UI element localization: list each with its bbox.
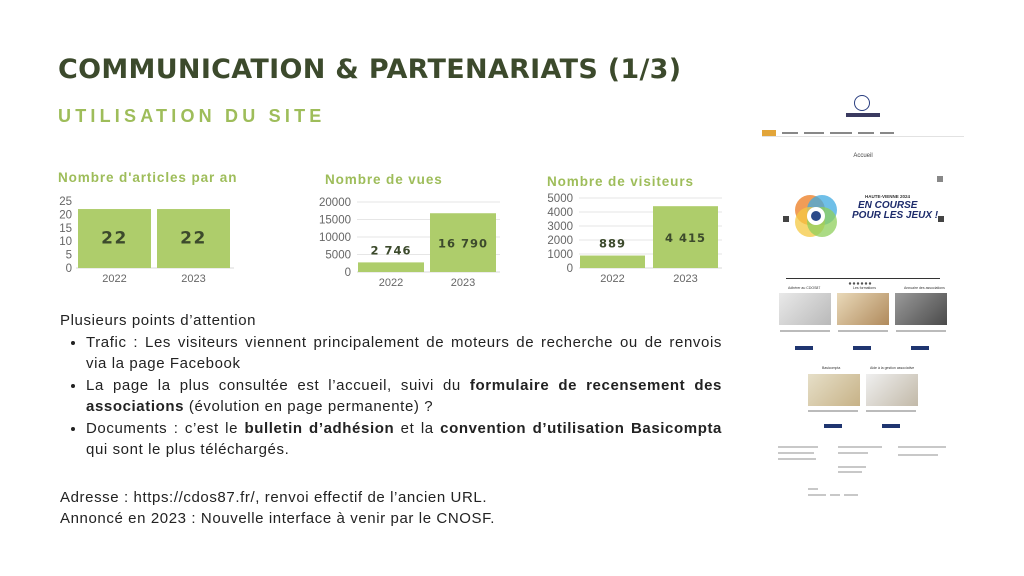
card-text bbox=[866, 410, 916, 412]
olympic-rings-icon bbox=[792, 192, 840, 240]
banner-line: POUR LES JEUX ! bbox=[852, 210, 939, 221]
card-button[interactable] bbox=[853, 346, 871, 350]
data-label: 2 746 bbox=[370, 243, 412, 258]
chart-title: Nombre d'articles par an bbox=[58, 170, 238, 185]
card-text bbox=[838, 330, 888, 332]
social-link[interactable] bbox=[808, 494, 826, 496]
y-tick-label: 0 bbox=[65, 263, 72, 275]
card-text bbox=[780, 330, 830, 332]
data-label: 16 790 bbox=[437, 236, 489, 251]
bullet-pages bbox=[86, 375, 722, 418]
y-tick-label: 3000 bbox=[547, 221, 573, 233]
card-button[interactable] bbox=[882, 424, 900, 428]
bullet-documents bbox=[86, 418, 722, 461]
nav-item bbox=[804, 132, 824, 134]
card-text bbox=[896, 330, 946, 332]
site-footer-text bbox=[838, 446, 882, 448]
site-footer-text bbox=[778, 452, 814, 454]
page-subtitle: UTILISATION DU SITE bbox=[58, 106, 326, 126]
y-tick-label: 10 bbox=[59, 236, 72, 249]
card-image bbox=[866, 374, 918, 406]
card-title: Basicompta bbox=[822, 366, 841, 370]
chart-vues bbox=[312, 168, 512, 288]
website-screenshot bbox=[758, 90, 968, 510]
x-tick-label: 2022 bbox=[102, 273, 127, 285]
data-label: 4 415 bbox=[664, 231, 707, 246]
social-link[interactable] bbox=[830, 494, 840, 496]
banner-kicker: HAUTE-VIENNE 2024 bbox=[865, 194, 911, 199]
x-tick-label: 2023 bbox=[450, 277, 476, 289]
nav-item bbox=[880, 132, 894, 134]
y-tick-label: 2000 bbox=[547, 235, 573, 247]
bullet-traffic bbox=[86, 332, 722, 375]
bar bbox=[358, 262, 424, 272]
card-title: Aide à la gestion associative bbox=[870, 366, 915, 370]
footer-address: Adresse : https://cdos87.fr/, renvoi effectif de l’ancien URL. bbox=[60, 489, 488, 506]
banner-line: EN COURSE bbox=[858, 200, 918, 211]
x-tick-label: 2023 bbox=[181, 273, 206, 285]
site-page-heading: Accueil bbox=[853, 153, 873, 159]
page-title: COMMUNICATION & PARTENARIATS (1/3) bbox=[58, 54, 682, 85]
y-tick-label: 0 bbox=[566, 263, 573, 275]
chart-title: Nombre de visiteurs bbox=[547, 174, 694, 189]
card-button[interactable] bbox=[911, 346, 929, 350]
y-tick-label: 4000 bbox=[547, 207, 573, 219]
site-navbar bbox=[762, 130, 964, 137]
card-image bbox=[895, 293, 947, 325]
attention-intro: Plusieurs points d’attention bbox=[60, 312, 257, 329]
data-label: 22 bbox=[180, 228, 207, 249]
card-button[interactable] bbox=[824, 424, 842, 428]
chart-visiteurs bbox=[536, 168, 736, 288]
bullet-text: qui sont le plus téléchargés. bbox=[86, 441, 290, 458]
y-tick-label: 15000 bbox=[319, 214, 351, 227]
bullet-text: (évolution en page permanente) ? bbox=[184, 398, 434, 415]
bullet-emphasis: convention d’utilisation Basicompta bbox=[440, 419, 723, 437]
bullet-emphasis: formulaire de recensement des associations bbox=[86, 376, 722, 415]
site-footer-text bbox=[898, 446, 946, 448]
y-tick-label: 15 bbox=[59, 222, 72, 235]
y-tick-label: 20 bbox=[59, 209, 72, 222]
attention-list bbox=[60, 332, 722, 461]
bullet-text: Trafic : Les visiteurs viennent principalement de moteurs de recherche ou de renvois via la page Facebook bbox=[86, 333, 722, 372]
card-title: Adhérer au CDOS87 bbox=[788, 286, 821, 290]
x-tick-label: 2023 bbox=[673, 273, 698, 285]
site-footer-text bbox=[838, 471, 862, 473]
bullet-emphasis: bulletin d’adhésion bbox=[244, 419, 395, 437]
bullet-text: La page la plus consultée est l’accueil, suivi du bbox=[86, 376, 470, 394]
card-button[interactable] bbox=[795, 346, 813, 350]
card-image bbox=[808, 374, 860, 406]
banner-headline bbox=[852, 201, 938, 221]
site-logo-text bbox=[846, 113, 880, 117]
site-footer-text bbox=[778, 458, 816, 460]
carousel-dots[interactable] bbox=[848, 272, 878, 275]
divider bbox=[786, 278, 940, 279]
chart-articles bbox=[40, 168, 280, 288]
chart-visiteurs-svg bbox=[536, 168, 736, 288]
bullet-text: Documents : c’est le bbox=[86, 419, 245, 437]
site-footer-text bbox=[778, 446, 818, 448]
site-banner bbox=[782, 188, 946, 250]
card-image bbox=[779, 293, 831, 325]
attention-points bbox=[60, 310, 722, 461]
nav-item bbox=[858, 132, 874, 134]
y-tick-label: 1000 bbox=[547, 249, 573, 261]
site-footer-text bbox=[838, 452, 868, 454]
footer-announcement: Annoncé en 2023 : Nouvelle interface à venir par le CNOSF. bbox=[60, 510, 496, 527]
bullet-text: et la bbox=[394, 419, 441, 437]
chart-vues-svg bbox=[312, 168, 512, 288]
chevron-right-icon[interactable] bbox=[938, 216, 944, 222]
chart-title: Nombre de vues bbox=[325, 172, 443, 187]
nav-item bbox=[830, 132, 852, 134]
site-footer-text bbox=[838, 466, 866, 468]
y-tick-label: 0 bbox=[344, 267, 351, 279]
y-tick-label: 5000 bbox=[547, 193, 573, 205]
y-tick-label: 5000 bbox=[325, 249, 351, 262]
card-image bbox=[837, 293, 889, 325]
social-link[interactable] bbox=[844, 494, 858, 496]
bar bbox=[580, 256, 645, 268]
site-footer-text bbox=[808, 488, 818, 490]
x-tick-label: 2022 bbox=[600, 273, 625, 285]
footer-notes bbox=[60, 487, 495, 529]
y-tick-label: 20000 bbox=[319, 197, 351, 209]
nav-item-active bbox=[762, 130, 776, 136]
nav-item bbox=[782, 132, 798, 134]
card-text bbox=[808, 410, 858, 412]
card-title: Les formations bbox=[853, 286, 876, 290]
y-tick-label: 10000 bbox=[319, 232, 351, 244]
y-tick-label: 5 bbox=[65, 249, 72, 262]
data-label: 889 bbox=[598, 236, 627, 251]
y-tick-label: 25 bbox=[59, 196, 72, 208]
site-logo-icon bbox=[854, 95, 870, 111]
data-label: 22 bbox=[101, 228, 128, 249]
card-title: Annuaire des associations bbox=[904, 286, 945, 290]
chevron-left-icon[interactable] bbox=[783, 216, 789, 222]
x-tick-label: 2022 bbox=[378, 277, 404, 289]
chart-articles-svg bbox=[40, 168, 280, 288]
site-footer-text bbox=[898, 454, 938, 456]
close-icon bbox=[937, 176, 943, 182]
